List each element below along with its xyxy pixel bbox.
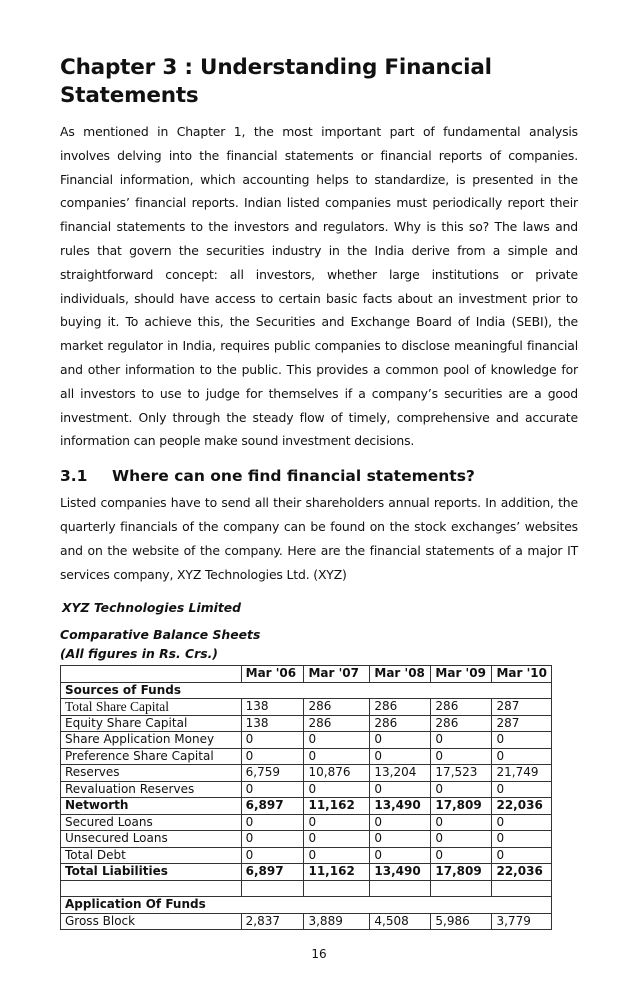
cell-value: 0 bbox=[492, 831, 552, 848]
cell-value: 17,523 bbox=[431, 765, 492, 782]
cell-value: 0 bbox=[492, 748, 552, 765]
cell-value: 0 bbox=[304, 847, 370, 864]
column-header bbox=[61, 666, 242, 683]
table-row bbox=[61, 880, 552, 897]
row-label: Application Of Funds bbox=[61, 897, 552, 914]
cell-value: 0 bbox=[370, 732, 431, 749]
cell-value: 286 bbox=[304, 699, 370, 716]
cell-value: 3,779 bbox=[492, 913, 552, 930]
column-header: Mar '07 bbox=[304, 666, 370, 683]
column-header: Mar '06 bbox=[241, 666, 304, 683]
table-row bbox=[61, 913, 552, 930]
table-row bbox=[61, 715, 552, 732]
cell-value: 17,809 bbox=[431, 798, 492, 815]
row-label bbox=[61, 880, 242, 897]
cell-value: 13,204 bbox=[370, 765, 431, 782]
table-row bbox=[61, 748, 552, 765]
cell-value: 0 bbox=[370, 814, 431, 831]
row-label: Preference Share Capital bbox=[61, 748, 242, 765]
cell-value: 0 bbox=[492, 847, 552, 864]
cell-value: 6,897 bbox=[241, 864, 304, 881]
cell-value: 0 bbox=[431, 814, 492, 831]
row-label: Secured Loans bbox=[61, 814, 242, 831]
section-title: Where can one find financial statements? bbox=[112, 467, 475, 486]
cell-value: 0 bbox=[304, 748, 370, 765]
cell-value: 138 bbox=[241, 715, 304, 732]
cell-value: 0 bbox=[241, 831, 304, 848]
table-row bbox=[61, 847, 552, 864]
cell-value: 22,036 bbox=[492, 864, 552, 881]
table-header-row bbox=[61, 666, 552, 683]
cell-value: 6,897 bbox=[241, 798, 304, 815]
table-title: Comparative Balance Sheets bbox=[60, 627, 261, 643]
cell-value bbox=[241, 880, 304, 897]
cell-value: 286 bbox=[304, 715, 370, 732]
cell-value bbox=[431, 880, 492, 897]
column-header: Mar '08 bbox=[370, 666, 431, 683]
cell-value: 5,986 bbox=[431, 913, 492, 930]
cell-value: 286 bbox=[431, 715, 492, 732]
column-header: Mar '09 bbox=[431, 666, 492, 683]
cell-value: 286 bbox=[370, 699, 431, 716]
cell-value: 6,759 bbox=[241, 765, 304, 782]
table-row bbox=[61, 864, 552, 881]
cell-value: 17,809 bbox=[431, 864, 492, 881]
row-label: Total Debt bbox=[61, 847, 242, 864]
row-label: Total Share Capital bbox=[61, 699, 242, 716]
cell-value: 11,162 bbox=[304, 864, 370, 881]
cell-value: 3,889 bbox=[304, 913, 370, 930]
cell-value: 286 bbox=[370, 715, 431, 732]
row-label: Reserves bbox=[61, 765, 242, 782]
cell-value: 13,490 bbox=[370, 798, 431, 815]
cell-value: 10,876 bbox=[304, 765, 370, 782]
page-number: 16 bbox=[311, 947, 327, 962]
cell-value: 0 bbox=[241, 814, 304, 831]
section-heading bbox=[60, 465, 578, 487]
cell-value: 0 bbox=[304, 814, 370, 831]
cell-value: 0 bbox=[304, 831, 370, 848]
cell-value: 0 bbox=[241, 847, 304, 864]
cell-value: 287 bbox=[492, 699, 552, 716]
cell-value: 0 bbox=[370, 748, 431, 765]
cell-value: 0 bbox=[370, 831, 431, 848]
table-row bbox=[61, 699, 552, 716]
cell-value bbox=[370, 880, 431, 897]
cell-value: 0 bbox=[492, 732, 552, 749]
cell-value: 4,508 bbox=[370, 913, 431, 930]
cell-value: 0 bbox=[431, 732, 492, 749]
table-section-row bbox=[61, 682, 552, 699]
cell-value: 0 bbox=[241, 732, 304, 749]
cell-value: 2,837 bbox=[241, 913, 304, 930]
cell-value bbox=[492, 880, 552, 897]
cell-value: 0 bbox=[431, 748, 492, 765]
table-row bbox=[61, 781, 552, 798]
cell-value: 0 bbox=[241, 781, 304, 798]
row-label: Share Application Money bbox=[61, 732, 242, 749]
cell-value: 286 bbox=[431, 699, 492, 716]
section-paragraph: Listed companies have to send all their shareholders annual reports. In addition, the quarterly financials of the company can be found on the stock exchanges’ websites and on the website of the company. Here are the financial statements of a major IT services company, XYZ Technologies Ltd. (XYZ) bbox=[60, 495, 578, 582]
row-label: Total Liabilities bbox=[61, 864, 242, 881]
table-row bbox=[61, 814, 552, 831]
cell-value bbox=[304, 880, 370, 897]
row-label: Revaluation Reserves bbox=[61, 781, 242, 798]
cell-value: 0 bbox=[431, 781, 492, 798]
cell-value: 0 bbox=[370, 781, 431, 798]
cell-value: 11,162 bbox=[304, 798, 370, 815]
table-section-row bbox=[61, 897, 552, 914]
row-label: Unsecured Loans bbox=[61, 831, 242, 848]
cell-value: 0 bbox=[241, 748, 304, 765]
table-row bbox=[61, 831, 552, 848]
cell-value: 22,036 bbox=[492, 798, 552, 815]
cell-value: 0 bbox=[492, 781, 552, 798]
cell-value: 0 bbox=[370, 847, 431, 864]
row-label: Networth bbox=[61, 798, 242, 815]
cell-value: 287 bbox=[492, 715, 552, 732]
cell-value: 0 bbox=[492, 814, 552, 831]
table-row bbox=[61, 765, 552, 782]
balance-sheet-table bbox=[60, 665, 552, 930]
section-number: 3.1 bbox=[60, 467, 88, 486]
cell-value: 0 bbox=[431, 831, 492, 848]
row-label: Sources of Funds bbox=[61, 682, 552, 699]
table-row bbox=[61, 732, 552, 749]
intro-paragraph: As mentioned in Chapter 1, the most important part of fundamental analysis involves delving into the financial statements or financial reports of companies. Financial information, which accounting helps to standardize, is presented in the companies’ financial reports. Indian listed companies must periodically report their financial statements to the investors and regulators. Why is this so? The laws and rules that govern the securities industry in the India derive from a simple and straightforward concept: all investors, whether large institutions or private individuals, should have access to certain basic facts about an investment prior to buying it. To achieve this, the Securities and Exchange Board of India (SEBI), the market regulator in India, requires public companies to disclose meaningful financial and other information to the public. This provides a common pool of knowledge for all investors to use to judge for themselves if a company’s securities are a good investment. Only through the steady flow of timely, comprehensive and accurate information can people make sound investment decisions. bbox=[60, 124, 578, 449]
table-subtitle: (All figures in Rs. Crs.) bbox=[60, 646, 218, 662]
column-header: Mar '10 bbox=[492, 666, 552, 683]
cell-value: 21,749 bbox=[492, 765, 552, 782]
table-row bbox=[61, 798, 552, 815]
page-title: Chapter 3 : Understanding Financial Statements bbox=[60, 55, 492, 108]
company-name: XYZ Technologies Limited bbox=[62, 600, 242, 616]
row-label: Equity Share Capital bbox=[61, 715, 242, 732]
cell-value: 0 bbox=[304, 781, 370, 798]
cell-value: 0 bbox=[431, 847, 492, 864]
row-label: Gross Block bbox=[61, 913, 242, 930]
cell-value: 13,490 bbox=[370, 864, 431, 881]
cell-value: 138 bbox=[241, 699, 304, 716]
cell-value: 0 bbox=[304, 732, 370, 749]
